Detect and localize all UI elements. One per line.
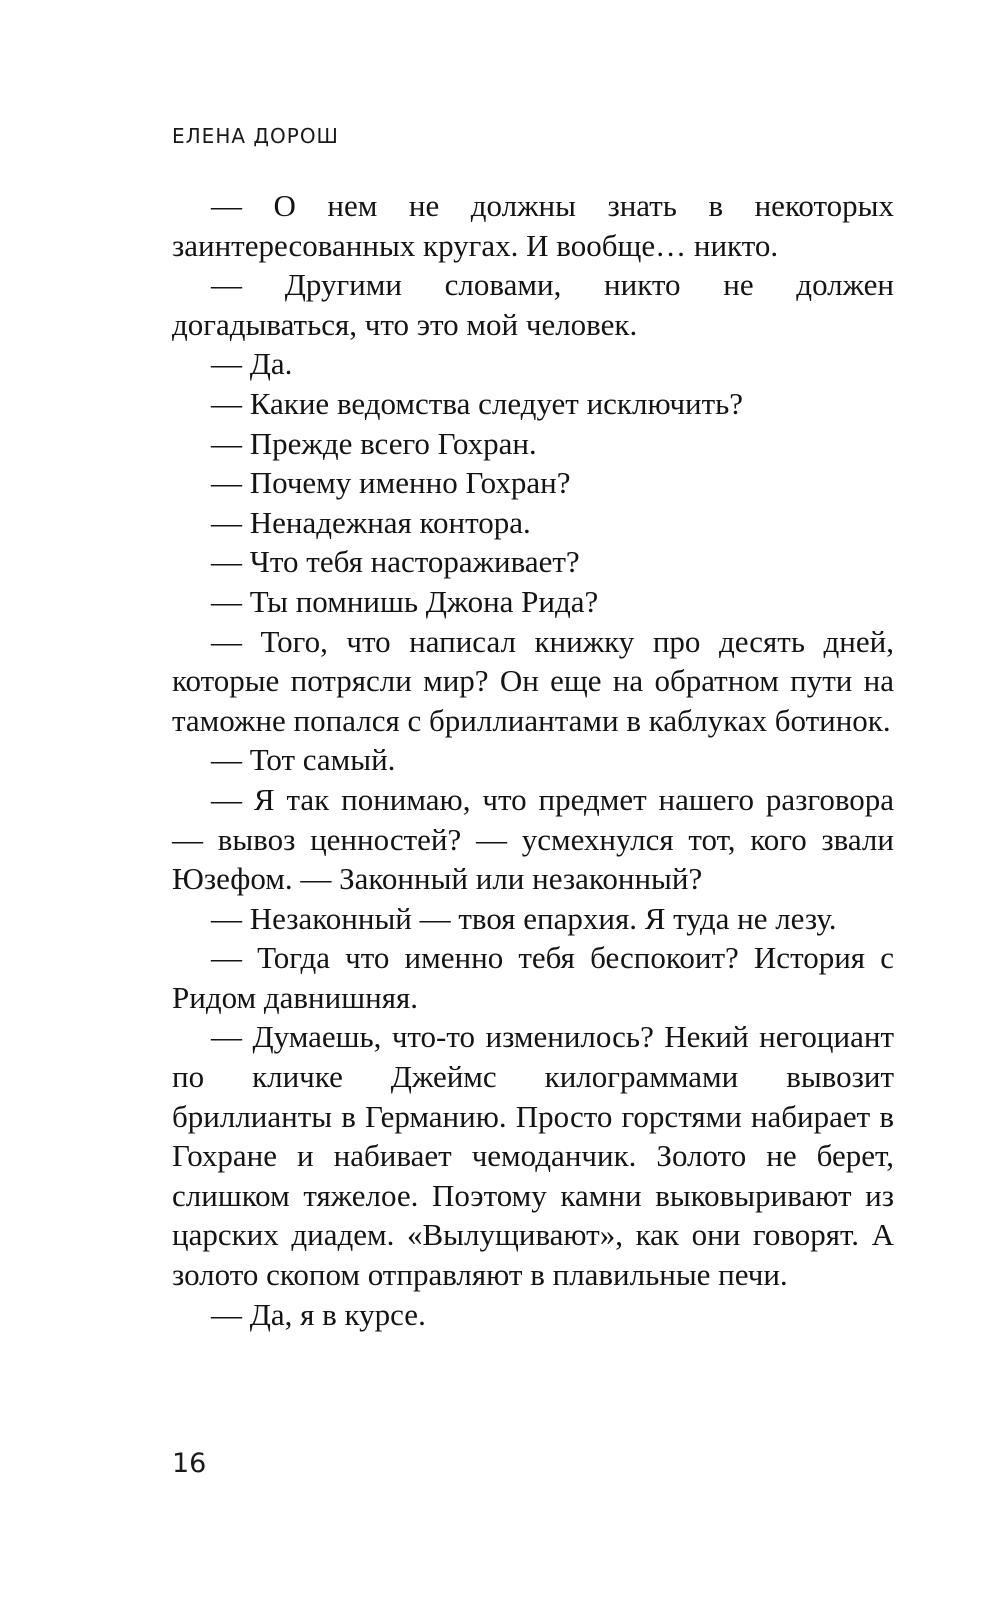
running-head-author: ЕЛЕНА ДОРОШ	[172, 124, 339, 148]
paragraph: — Ты помнишь Джона Рида?	[211, 583, 599, 619]
paragraph: — Да, я в курсе.	[211, 1296, 426, 1332]
paragraph: — Другими словами, никто не должен догадываться, что это мой человек.	[172, 267, 894, 342]
paragraph: — Тогда что именно тебя беспокоит? История с Ридом давнишняя.	[172, 940, 894, 1015]
paragraph: — Незаконный — твоя епархия. Я туда не лезу.	[211, 900, 837, 936]
paragraph: — О нем не должны знать в некоторых заинтересованных кругах. И вообще… никто.	[172, 188, 894, 263]
paragraph: — Что тебя настораживает?	[211, 544, 580, 580]
paragraph: — Какие ведомства следует исключить?	[211, 385, 744, 421]
paragraph: — Прежде всего Гохран.	[211, 425, 537, 461]
paragraph: — Тот самый.	[211, 742, 396, 778]
page-body-text	[172, 186, 894, 1334]
paragraph: — Думаешь, что-то изменилось? Некий негоциант по кличке Джеймс килограммами вывозит бриллианты в Германию. Просто горстями набирает в Гохране и набивает чемоданчик. Золото не берет, слишком тяжелое. Поэтому камни выковыривают из царских диадем. «Вылущивают», как они говорят. А золото скопом отправляют в плавильные печи.	[172, 1019, 894, 1293]
paragraph: — Я так понимаю, что предмет нашего разговора — вывоз ценностей? — усмехнулся тот, кого звали Юзефом. — Законный или незаконный?	[172, 781, 894, 897]
paragraph: — Ненадежная контора.	[211, 504, 531, 540]
paragraph: — Того, что написал книжку про десять дней, которые потрясли мир? Он еще на обратном пути на таможне попался с бриллиантами в каблуках ботинок.	[172, 623, 894, 738]
paragraph: — Да.	[211, 346, 293, 382]
page-number: 16	[172, 1448, 207, 1479]
paragraph: — Почему именно Гохран?	[211, 465, 571, 501]
